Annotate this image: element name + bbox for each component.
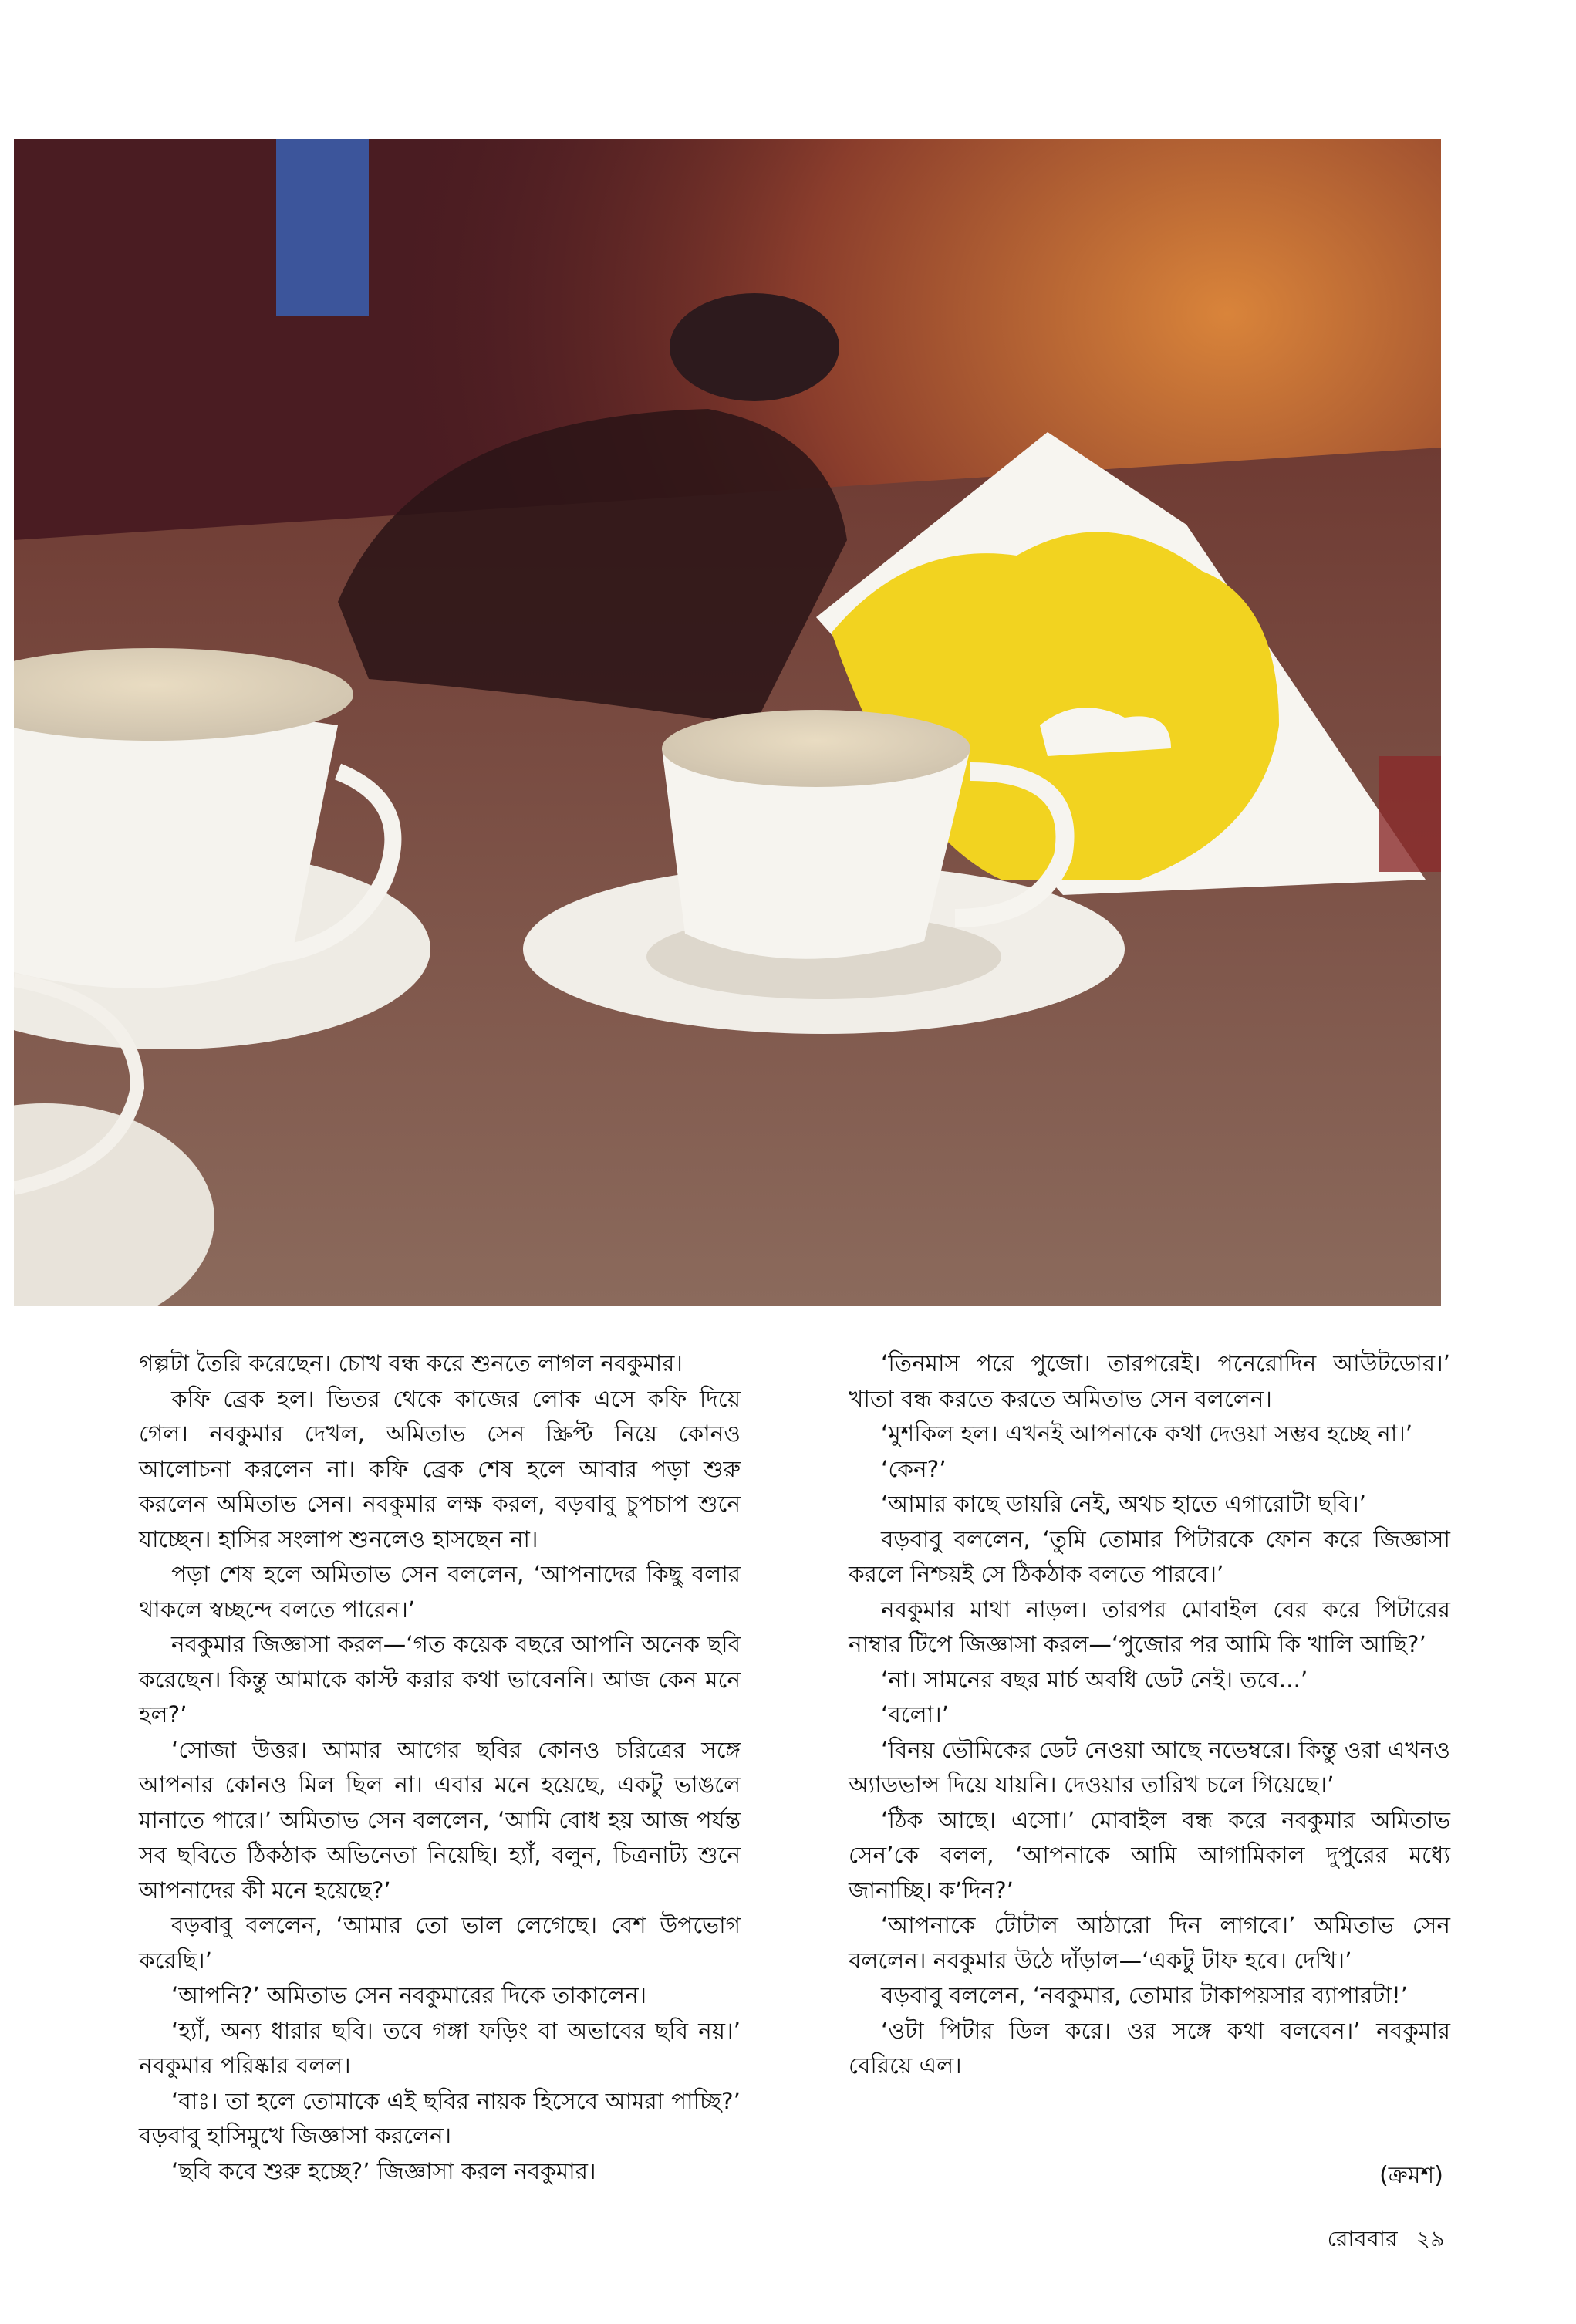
paragraph: বড়বাবু বললেন, ‘আমার তো ভাল লেগেছে। বেশ উপভোগ করেছি।’ <box>139 1912 741 1974</box>
paragraph: ‘আপনি?’ অমিতাভ সেন নবকুমারের দিকে তাকালেন। <box>171 1982 647 2008</box>
paragraph: কফি ব্রেক হল। ভিতর থেকে কাজের লোক এসে কফি দিয়ে গেল। নবকুমার দেখল, অমিতাভ সেন স্ক্রিপ্ট নিয়ে কোনও আলোচনা করলেন না। কফি ব্রেক শেষ হলে আবার পড়া শুরু করলেন অমিতাভ সেন। নবকুমার লক্ষ করল, বড়বাবু চুপচাপ শুনে যাচ্ছেন। হাসির সংলাপ শুনলেও হাসছেন না। <box>139 1385 741 1552</box>
paragraph: ‘না। সামনের বছর মার্চ অবধি ডেট নেই। তবে...’ <box>881 1666 1308 1693</box>
paragraph: ‘সোজা উত্তর। আমার আগের ছবির কোনও চরিত্রের সঙ্গে আপনার কোনও মিল ছিল না। এবার মনে হয়েছে, একটু ভাঙলে মানাতে পারে।’ অমিতাভ সেন বললেন, ‘আমি বোধ হয় আজ পর্যন্ত সব ছবিতে ঠিকঠাক অভিনেতা নিয়েছি। হ্যাঁ, বলুন, চিত্রনাট্য শুনে আপনাদের কী মনে হয়েছে?’ <box>139 1736 741 1903</box>
paragraph: বড়বাবু বললেন, ‘তুমি তোমার পিটারকে ফোন করে জিজ্ঞাসা করলে নিশ্চয়ই সে ঠিকঠাক বলতে পারবে।’ <box>849 1525 1450 1587</box>
paragraph: নবকুমার জিজ্ঞাসা করল—‘গত কয়েক বছরে আপনি অনেক ছবি করেছেন। কিন্তু আমাকে কাস্ট করার কথা ভাবেননি। আজ কেন মনে হল?’ <box>139 1631 741 1728</box>
paragraph: ‘ছবি কবে শুরু হচ্ছে?’ জিজ্ঞাসা করল নবকুমার। <box>171 2157 596 2184</box>
article-photo <box>14 139 1441 1306</box>
right-column <box>849 1346 1450 2157</box>
paragraph: ‘তিনমাস পরে পুজো। তারপরেই। পনেরোদিন আউটডোর।’ খাতা বন্ধ করতে করতে অমিতাভ সেন বললেন। <box>849 1350 1450 1412</box>
paragraph: ‘বিনয় ভৌমিকের ডেট নেওয়া আছে নভেম্বরে। কিন্তু ওরা এখনও অ্যাডভান্স দিয়ে যায়নি। দেওয়ার তারিখ চলে গিয়েছে।’ <box>849 1736 1450 1798</box>
left-column <box>139 1346 741 2184</box>
coffee-cups-illustration <box>14 139 1441 1306</box>
paragraph: ‘আমার কাছে ডায়রি নেই, অথচ হাতে এগারোটা ছবি।’ <box>881 1491 1366 1517</box>
paragraph: ‘কেন?’ <box>881 1455 947 1482</box>
page-number: ২৯ <box>1416 2226 1445 2251</box>
paragraph: গল্পটা তৈরি করেছেন। চোখ বন্ধ করে শুনতে লাগল নবকুমার। <box>139 1350 683 1376</box>
magazine-name: রোববার <box>1327 2226 1399 2251</box>
continued-label: (ক্রমশ) <box>1379 2162 1443 2189</box>
paragraph: পড়া শেষ হলে অমিতাভ সেন বললেন, ‘আপনাদের কিছু বলার থাকলে স্বচ্ছন্দে বলতে পারেন।’ <box>139 1561 741 1623</box>
paragraph: ‘হ্যাঁ, অন্য ধারার ছবি। তবে গঙ্গা ফড়িং বা অভাবের ছবি নয়।’ নবকুমার পরিষ্কার বলল। <box>139 2017 741 2079</box>
paragraph: ‘বাঃ। তা হলে তোমাকে এই ছবির নায়ক হিসেবে আমরা পাচ্ছি?’ বড়বাবু হাসিমুখে জিজ্ঞাসা করলেন। <box>139 2087 741 2149</box>
paragraph: ‘ঠিক আছে। এসো।’ মোবাইল বন্ধ করে নবকুমার অমিতাভ সেন’কে বলল, ‘আপনাকে আমি আগামিকাল দুপুরের মধ্যে জানাচ্ছি। ক’দিন?’ <box>849 1806 1450 1903</box>
paragraph: ‘আপনাকে টোটাল আঠারো দিন লাগবে।’ অমিতাভ সেন বললেন। নবকুমার উঠে দাঁড়াল—‘একটু টাফ হবে। দেখি।’ <box>849 1912 1450 1974</box>
page-footer <box>1328 2222 1445 2258</box>
paragraph: ‘ওটা পিটার ডিল করে। ওর সঙ্গে কথা বলবেন।’ নবকুমার বেরিয়ে এল। <box>849 2017 1450 2079</box>
paragraph: বড়বাবু বললেন, ‘নবকুমার, তোমার টাকাপয়সার ব্যাপারটা!’ <box>881 1982 1409 2008</box>
paragraph: ‘বলো।’ <box>881 1701 950 1728</box>
paragraph: নবকুমার মাথা নাড়ল। তারপর মোবাইল বের করে পিটারের নাম্বার টিপে জিজ্ঞাসা করল—‘পুজোর পর আমি কি খালি আছি?’ <box>849 1596 1450 1657</box>
paragraph: ‘মুশকিল হল। এখনই আপনাকে কথা দেওয়া সম্ভব হচ্ছে না।’ <box>881 1420 1413 1447</box>
